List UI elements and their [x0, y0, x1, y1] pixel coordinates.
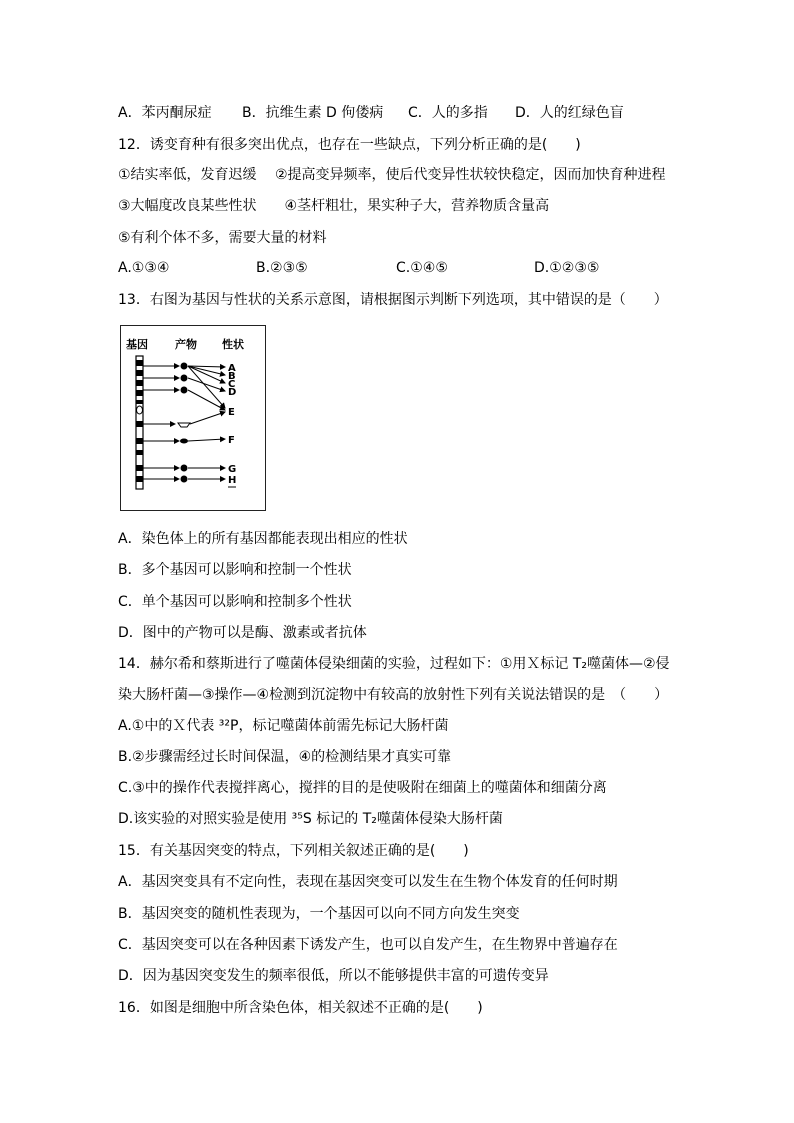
- trait-f: F: [228, 435, 235, 446]
- q15-option-b: B．基因突变的随机性表现为，一个基因可以向不同方向发生突变: [118, 906, 520, 922]
- q13-option-b: B．多个基因可以影响和控制一个性状: [118, 562, 352, 578]
- header-gene: 基因: [126, 338, 148, 351]
- trait-c: C: [228, 379, 236, 390]
- q12-option-a: A.①③④: [118, 260, 170, 276]
- q14-option-b: B.②步骤需经过长时间保温，④的检测结果才真实可靠: [118, 749, 452, 765]
- gene-product-arrows: [143, 366, 179, 479]
- header-trait: 性状: [222, 338, 244, 351]
- trait-e: E: [228, 407, 235, 418]
- q15-stem: 15．有关基因突变的特点，下列相关叙述正确的是( ): [118, 843, 469, 859]
- q12-option-d: D.①②③⑤: [534, 260, 600, 276]
- q15-option-c: C．基因突变可以在各种因素下诱发产生，也可以自发产生，在生物界中普遍存在: [118, 937, 618, 953]
- trait-g: G: [228, 464, 237, 475]
- q12-option-b: B.②③⑤: [256, 260, 308, 276]
- q11-option-d: D．人的红绿色盲: [515, 105, 624, 121]
- trait-b: B: [228, 371, 236, 382]
- q13-option-c: C．单个基因可以影响和控制多个性状: [118, 594, 352, 610]
- q15-option-a: A．基因突变具有不定向性，表现在基因突变可以发生在生物个体发育的任何时期: [118, 874, 618, 890]
- q12-item-line: ③大幅度改良某些性状 ④茎杆粗壮，果实种子大，营养物质含量高: [118, 198, 550, 214]
- header-product: 产物: [175, 338, 197, 351]
- trait-a: A: [228, 363, 236, 374]
- q11-option-c: C．人的多指: [408, 105, 488, 121]
- q12-item-line: ⑤有利个体不多，需要大量的材料: [118, 230, 327, 246]
- product-open-shape: [178, 423, 190, 427]
- q14-option-a: A.①中的Ｘ代表 ³²P，标记噬菌体前需先标记大肠杆菌: [118, 718, 449, 734]
- trait-d: D: [228, 387, 237, 398]
- q13-option-a: A．染色体上的所有基因都能表现出相应的性状: [118, 531, 408, 547]
- q11-option-a: A．苯丙酮尿症: [118, 105, 212, 121]
- q14-option-d: D.该实验的对照实验是使用 ³⁵S 标记的 T₂噬菌体侵染大肠杆菌: [118, 811, 503, 827]
- product-trait-arrows: [188, 366, 225, 479]
- q12-item-line: ①结实率低，发育迟缓 ②提高变异频率，使后代变异性状较快稳定，因而加快育种进程: [118, 167, 666, 183]
- q13-option-d: D．图中的产物可以是酶、激素或者抗体: [118, 625, 367, 641]
- q11-option-b: B．抗维生素 D 佝偻病: [242, 105, 384, 121]
- gene-trait-diagram: [121, 326, 265, 510]
- gene-trait-figure: [120, 325, 266, 511]
- q16-stem: 16．如图是细胞中所含染色体，相关叙述不正确的是( ): [118, 1000, 483, 1016]
- q12-stem: 12．诱变育种有很多突出优点，也存在一些缺点，下列分析正确的是( ): [118, 137, 581, 153]
- q12-option-c: C.①④⑤: [396, 260, 448, 276]
- q13-stem: 13．右图为基因与性状的关系示意图，请根据图示判断下列选项，其中错误的是（ ）: [118, 292, 668, 308]
- q15-option-d: D．因为基因突变发生的频率很低，所以不能够提供丰富的可遗传变异: [118, 968, 549, 984]
- q14-stem-line2: 染大肠杆菌—③操作—④检测到沉淀物中有较高的放射性下列有关说法错误的是 （ ）: [118, 687, 669, 703]
- q14-option-c: C.③中的操作代表搅拌离心，搅拌的目的是使吸附在细菌上的噬菌体和细菌分离: [118, 780, 607, 796]
- gene-band-open: [137, 406, 143, 414]
- q14-stem-line1: 14．赫尔希和蔡斯进行了噬菌体侵染细菌的实验，过程如下：①用Ｘ标记 T₂噬菌体—②侵: [118, 656, 670, 672]
- trait-h: H: [228, 475, 237, 486]
